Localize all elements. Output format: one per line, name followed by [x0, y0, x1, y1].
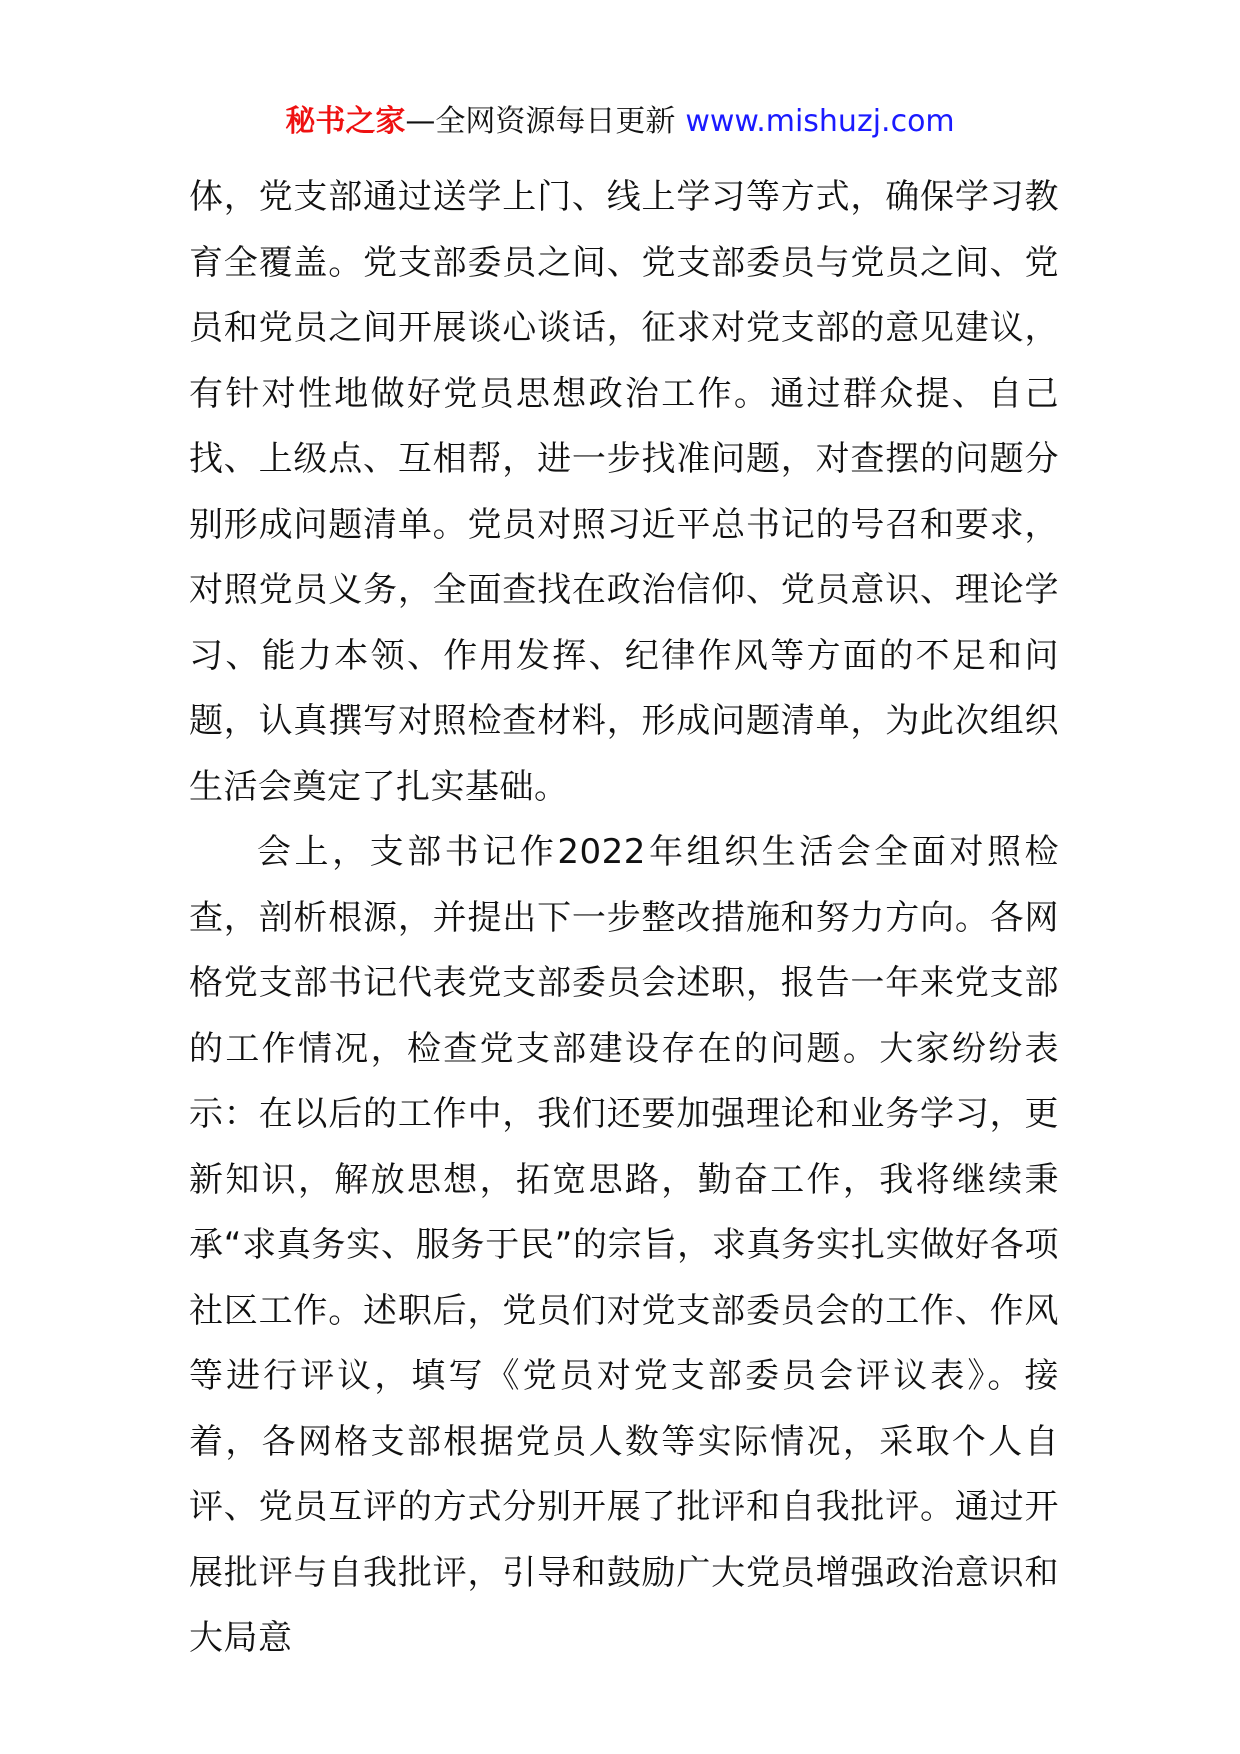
- paragraph-2: 会上，支部书记作2022年组织生活会全面对照检查，剖析根源，并提出下一步整改措施和努力方向。各网格党支部书记代表党支部委员会述职，报告一年来党支部的工作情况，检查党支部建设存在的问题。大家纷纷表示：在以后的工作中，我们还要加强理论和业务学习，更新知识，解放思想，拓宽思路，勤奋工作，我将继续秉承“求真务实、服务于民”的宗旨，求真务实扎实做好各项社区工作。述职后，党员们对党支部委员会的工作、作风等进行评议，填写《党员对党支部委员会评议表》。接着，各网格支部根据党员人数等实际情况，采取个人自评、党员互评的方式分别开展了批评和自我批评。通过开展批评与自我批评，引导和鼓励广大党员增强政治意识和大局意: [189, 832, 1059, 1658]
- document-body: [189, 165, 1059, 1672]
- paragraph-1: 体，党支部通过送学上门、线上学习等方式，确保学习教育全覆盖。党支部委员之间、党支部委员与党员之间、党员和党员之间开展谈心谈话，征求对党支部的意见建议，有针对性地做好党员思想政治工作。通过群众提、自己找、上级点、互相帮，进一步找准问题，对查摆的问题分别形成问题清单。党员对照习近平总书记的号召和要求，对照党员义务，全面查找在政治信仰、党员意识、理论学习、能力本领、作用发挥、纪律作风等方面的不足和问题，认真撰写对照检查材料，形成问题清单，为此次组织生活会奠定了扎实基础。: [189, 177, 1059, 807]
- brand-name: 秘书之家: [285, 104, 406, 139]
- header-tagline: —全网资源每日更新: [405, 104, 676, 139]
- site-url-link[interactable]: www.mishuzj.com: [685, 104, 955, 139]
- page-header: [0, 100, 1240, 144]
